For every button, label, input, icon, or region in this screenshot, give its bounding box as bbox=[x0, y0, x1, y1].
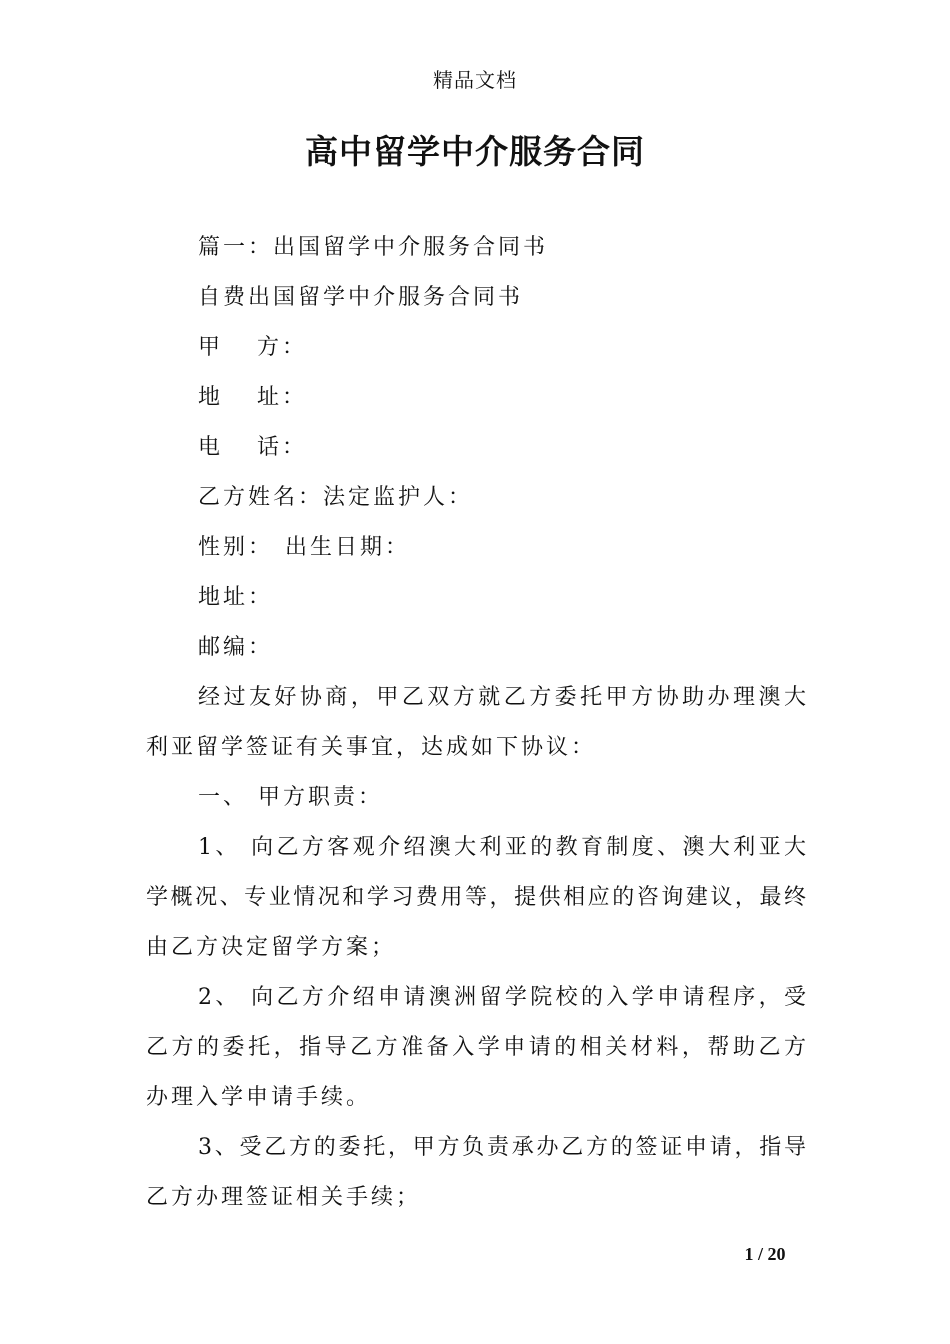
section-heading-duties: 一、 甲方职责： bbox=[198, 785, 383, 810]
field-label-char: 话： bbox=[257, 435, 308, 460]
field-label-char: 址： bbox=[257, 385, 308, 410]
field-birthdate: 出生日期： bbox=[285, 535, 411, 560]
field-label-char: 甲 bbox=[198, 335, 224, 360]
field-party-b-name: 乙方姓名：法定监护人： bbox=[198, 485, 474, 510]
section-heading: 篇一：出国留学中介服务合同书 bbox=[198, 235, 549, 260]
paragraph-line: 利亚留学签证有关事宜，达成如下协议： bbox=[146, 735, 597, 760]
field-label-char: 地 bbox=[198, 385, 224, 410]
field-gender: 性别： bbox=[198, 535, 274, 560]
field-address-b: 地址： bbox=[198, 585, 274, 610]
contract-subtitle: 自费出国留学中介服务合同书 bbox=[198, 285, 524, 310]
page-header: 精品文档 bbox=[433, 68, 517, 92]
field-party-a bbox=[198, 332, 806, 364]
document-title: 高中留学中介服务合同 bbox=[305, 132, 645, 171]
field-gender-birthdate bbox=[198, 532, 806, 564]
clause-line: 办理入学申请手续。 bbox=[146, 1085, 372, 1110]
clause-line: 乙方办理签证相关手续； bbox=[146, 1185, 422, 1210]
page-number: 1 / 20 bbox=[744, 1244, 786, 1264]
clause-line: 1、 向乙方客观介绍澳大利亚的教育制度、澳大利亚大 bbox=[198, 835, 806, 860]
clause-line: 学概况、专业情况和学习费用等，提供相应的咨询建议，最终 bbox=[146, 885, 806, 910]
field-address-a bbox=[198, 382, 806, 414]
clause-line: 2、 向乙方介绍申请澳洲留学院校的入学申请程序，受 bbox=[198, 985, 806, 1010]
field-label-char: 电 bbox=[198, 435, 224, 460]
clause-line: 由乙方决定留学方案； bbox=[146, 935, 397, 960]
field-label-char: 方： bbox=[257, 335, 308, 360]
clause-line: 乙方的委托，指导乙方准备入学申请的相关材料，帮助乙方 bbox=[146, 1035, 806, 1060]
paragraph-line: 经过友好协商，甲乙双方就乙方委托甲方协助办理澳大 bbox=[198, 685, 806, 710]
field-postcode: 邮编： bbox=[198, 635, 274, 660]
field-phone-a bbox=[198, 432, 806, 464]
clause-line: 3、受乙方的委托，甲方负责承办乙方的签证申请，指导 bbox=[198, 1135, 806, 1160]
